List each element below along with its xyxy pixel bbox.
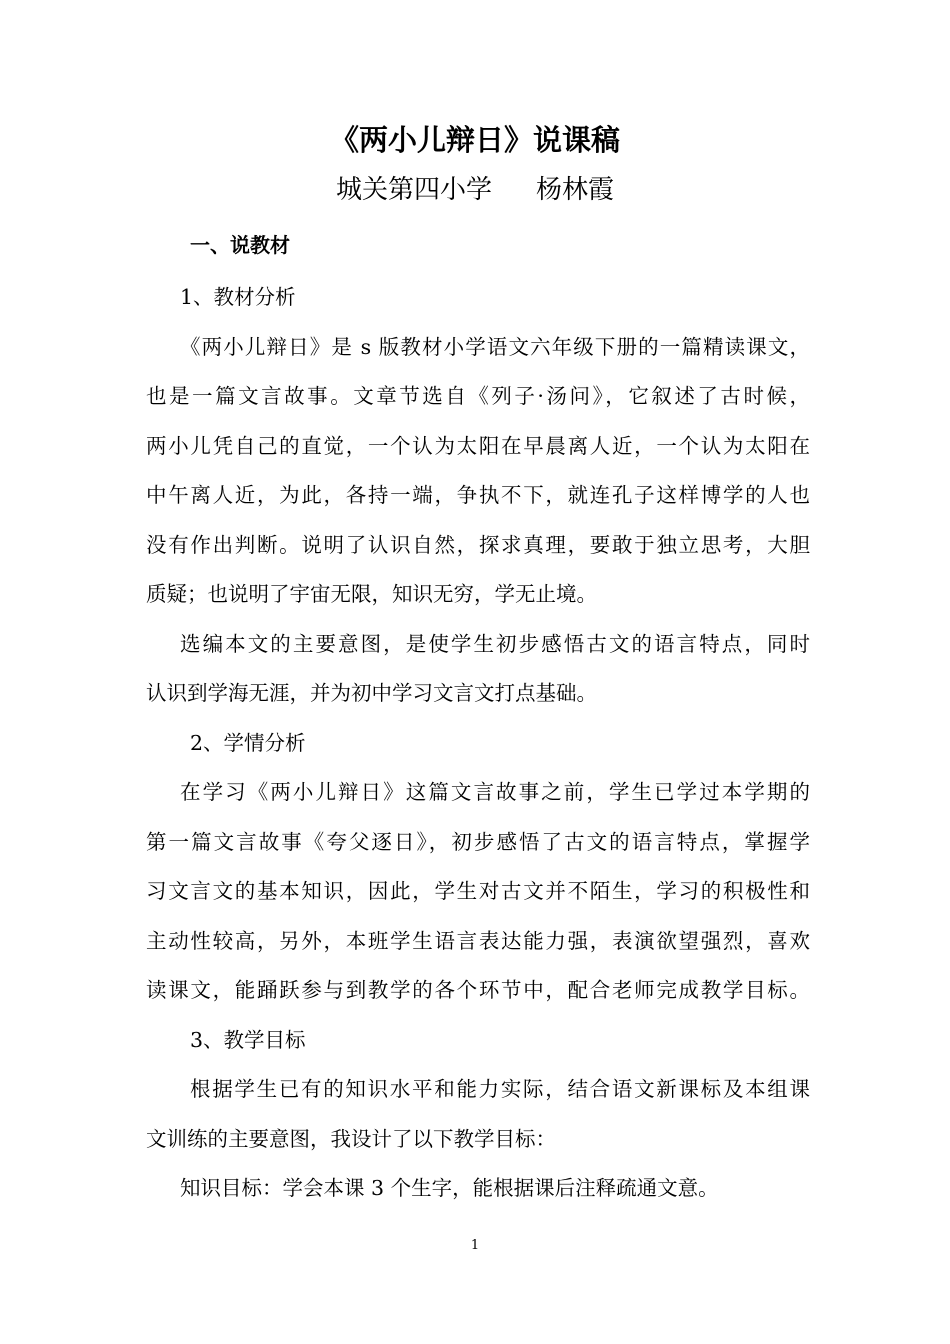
text-line: 质疑；也说明了宇宙无限，知识无穷，学无止境。	[146, 582, 597, 606]
text-line: 文训练的主要意图，我设计了以下教学目标：	[146, 1126, 556, 1151]
document-title: 《两小儿辩日》说课稿	[329, 123, 620, 157]
text-line: 第一篇文言故事《夸父逐日》，初步感悟了古文的语言特点，掌握学	[146, 829, 810, 854]
text-line: 也是一篇文言故事。文章节选自《列子·汤问》，它叙述了古时候，	[146, 384, 810, 408]
text-line: 选编本文的主要意图，是使学生初步感悟古文的语言特点，同时	[180, 631, 810, 656]
text-line: 主动性较高，另外，本班学生语言表达能力强，表演欲望强烈，喜欢	[146, 928, 810, 953]
text-line: 2、学情分析	[190, 730, 306, 755]
text-line: 没有作出判断。说明了认识自然，探求真理，要敢于独立思考，大胆	[146, 532, 810, 557]
text-line: 知识目标：学会本课 3 个生字，能根据课后注释疏通文意。	[180, 1176, 719, 1200]
text-line: 中午离人近，为此，各持一端，争执不下，就连孔子这样博学的人也	[146, 483, 810, 507]
text-line: 1、教材分析	[180, 285, 296, 309]
text-line: 两小儿凭自己的直觉，一个认为太阳在早晨离人近，一个认为太阳在	[146, 433, 810, 458]
text-line: 读课文，能踊跃参与到教学的各个环节中，配合老师完成教学目标。	[146, 978, 810, 1002]
text-line: 在学习《两小儿辩日》这篇文言故事之前，学生已学过本学期的	[180, 780, 810, 804]
page-number: 1	[470, 1238, 480, 1253]
text-line: 根据学生已有的知识水平和能力实际，结合语文新课标及本组课	[190, 1077, 810, 1101]
document-body	[146, 277, 810, 1218]
text-line: 《两小儿辩日》是 s 版教材小学语文六年级下册的一篇精读课文，	[180, 334, 810, 359]
school-name: 城关第四小学	[335, 175, 492, 205]
author-line	[0, 170, 950, 210]
text-line: 习文言文的基本知识，因此，学生对古文并不陌生，学习的积极性和	[146, 879, 810, 903]
text-line: 认识到学海无涯，并为初中学习文言文打点基础。	[146, 681, 597, 705]
section-heading: 一、说教材	[190, 233, 290, 257]
author-name: 杨林霞	[536, 175, 615, 205]
text-line: 3、教学目标	[190, 1027, 306, 1052]
